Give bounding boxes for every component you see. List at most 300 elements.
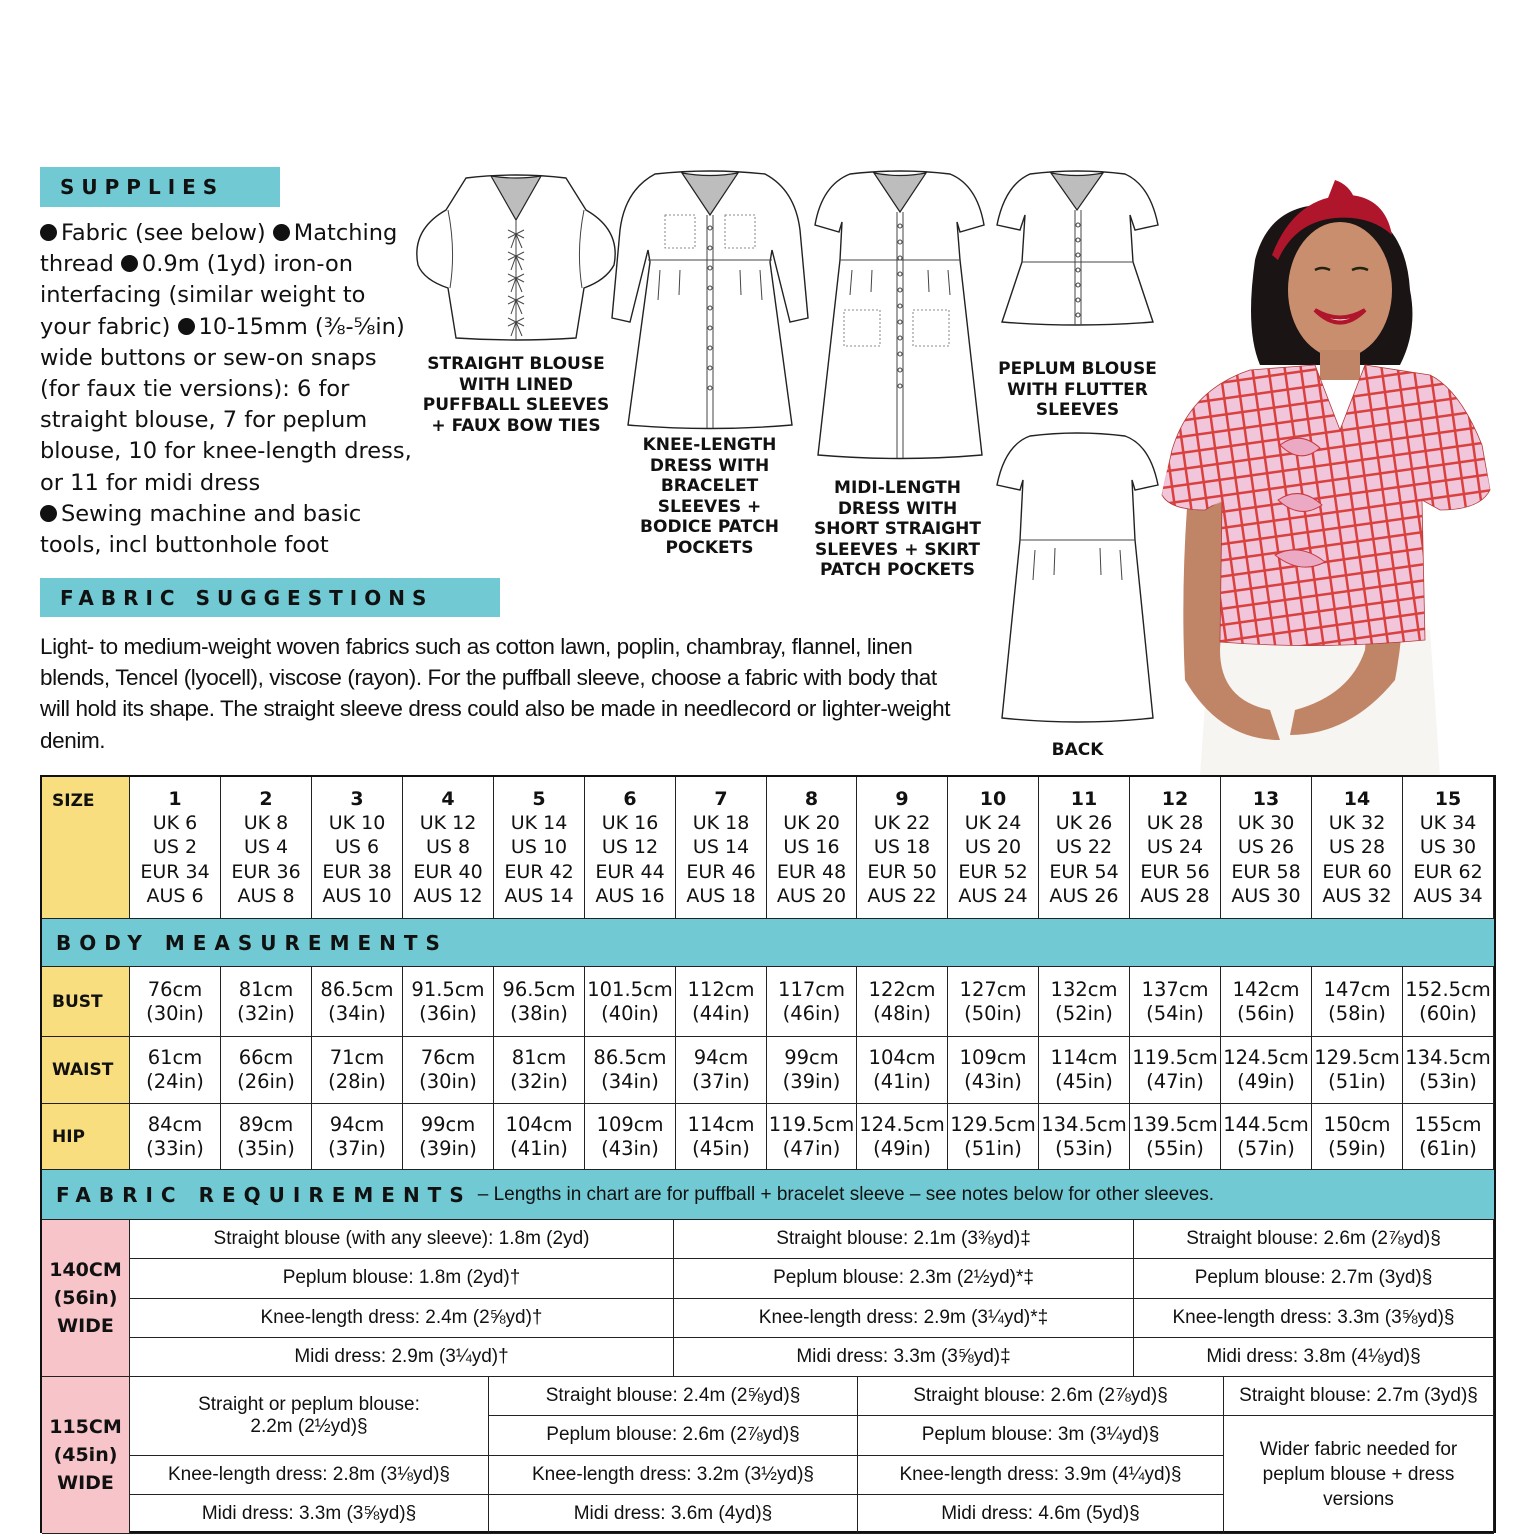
measure-value (221, 967, 312, 1037)
size-number: 12 (1161, 787, 1189, 810)
size-uk: UK 22 (873, 812, 931, 835)
size-us: US 16 (783, 836, 840, 859)
size-eur: EUR 40 (413, 860, 483, 883)
fabric-115-cell (489, 1416, 858, 1455)
size-column (948, 777, 1039, 919)
size-number: 9 (895, 787, 909, 810)
size-number: 15 (1434, 787, 1462, 810)
fabric-140-cell (1134, 1299, 1494, 1338)
fabric-115-cell (489, 1456, 858, 1495)
size-label-cell (42, 777, 130, 919)
measure-label-bust: BUST (52, 991, 103, 1012)
size-us: US 2 (152, 836, 198, 859)
size-aus: AUS 12 (413, 884, 483, 907)
measure-value (948, 1104, 1039, 1170)
measure-value (494, 967, 585, 1037)
size-number: 13 (1252, 787, 1280, 810)
fabric-115-cell (130, 1456, 489, 1495)
value-cm: 134.5cm (1041, 1112, 1127, 1136)
fabric-amount: Knee-length dress: 3.3m (3⅝yd)§ (1172, 1306, 1455, 1328)
value-in: (47in) (1146, 1070, 1204, 1093)
size-aus: AUS 24 (958, 884, 1028, 907)
value-in: (54in) (1146, 1001, 1204, 1025)
measure-value (585, 1037, 676, 1104)
size-us: US 30 (1419, 836, 1477, 859)
size-us: US 22 (1055, 836, 1113, 859)
measure-value (676, 1037, 767, 1104)
fabric-amount: Straight or peplum blouse: (198, 1393, 420, 1415)
size-aus: AUS 22 (867, 884, 937, 907)
supply-item: 0.9m (1yd) iron-on interfacing (similar weight to your fabric) (40, 251, 366, 340)
fabric-amount: Peplum blouse: 3m (3¼yd)§ (921, 1424, 1160, 1446)
value-in: (51in) (1328, 1070, 1386, 1093)
measure-value (1039, 967, 1130, 1037)
fabric-amount: Midi dress: 3.8m (4⅛yd)§ (1206, 1346, 1421, 1368)
value-cm: 99cm (420, 1112, 476, 1136)
fabric-140-cell (1134, 1259, 1494, 1298)
measure-value (1130, 1104, 1221, 1170)
size-column (1312, 777, 1403, 919)
fabric-amount: Straight blouse: 2.7m (3yd)§ (1239, 1385, 1478, 1407)
value-cm: 147cm (1323, 977, 1391, 1001)
value-cm: 124.5cm (859, 1112, 945, 1136)
fabric-115-cell (858, 1377, 1224, 1416)
fabric-140-cell (674, 1338, 1134, 1377)
value-in: (47in) (782, 1136, 841, 1160)
measure-value (494, 1104, 585, 1170)
size-column (1039, 777, 1130, 919)
fabric-140-cell (674, 1299, 1134, 1338)
size-eur: EUR 54 (1049, 860, 1119, 883)
size-column (221, 777, 312, 919)
fabric-amount: Straight blouse: 2.6m (2⅞yd)§ (913, 1385, 1168, 1407)
size-uk: UK 24 (964, 812, 1022, 835)
wider-fabric-note-cell (1224, 1416, 1494, 1534)
measure-value (1403, 1037, 1494, 1104)
supply-item: 10-15mm (⅜-⅝in) wide buttons or sew-on snaps (for faux tie versions): 6 for straight blouse, 7 for peplum blouse, 10 for knee-length dress, or 11 for midi dress (40, 313, 412, 496)
fabric-amount: Knee-length dress: 3.9m (4¼yd)§ (899, 1463, 1182, 1485)
measure-value (1312, 1037, 1403, 1104)
value-cm: 124.5cm (1223, 1046, 1309, 1069)
size-column (1221, 777, 1312, 919)
size-number: 5 (532, 787, 546, 810)
measure-value (585, 1104, 676, 1170)
caption-knee-length-dress: KNEE-LENGTH DRESS WITH BRACELET SLEEVES + BODICE PATCH POCKETS (640, 435, 779, 558)
size-number: 10 (979, 787, 1007, 810)
value-in: (38in) (510, 1001, 568, 1025)
body-measurements-heading-text: BODY MEASUREMENTS (56, 930, 448, 955)
size-column (494, 777, 585, 919)
fabric-amount: Knee-length dress: 2.9m (3¼yd)*‡ (758, 1306, 1049, 1328)
measure-label-cell (42, 1104, 130, 1170)
value-cm: 119.5cm (768, 1112, 855, 1136)
value-cm: 101.5cm (587, 977, 673, 1001)
value-cm: 84cm (147, 1112, 203, 1136)
size-aus: AUS 34 (1413, 884, 1483, 907)
measure-value (403, 967, 494, 1037)
wider-fabric-note: Wider fabric needed for peplum blouse + dress versions (1259, 1439, 1458, 1511)
size-eur: EUR 44 (595, 860, 665, 883)
measure-value (857, 1104, 948, 1170)
value-in: (24in) (146, 1070, 204, 1093)
value-in: (41in) (510, 1136, 568, 1160)
size-us: US 12 (601, 836, 659, 859)
size-number: 11 (1070, 787, 1098, 810)
size-aus: AUS 6 (146, 884, 204, 907)
fabric-amount: Midi dress: 4.6m (5yd)§ (941, 1502, 1140, 1524)
size-us: US 10 (510, 836, 568, 859)
value-in: (43in) (601, 1136, 659, 1160)
size-uk: UK 18 (692, 812, 750, 835)
measure-value (312, 1104, 403, 1170)
value-in: (58in) (1328, 1001, 1386, 1025)
size-column (1403, 777, 1494, 919)
caption-back: BACK (1051, 740, 1104, 760)
fabric-140-cell (130, 1338, 674, 1377)
fabric-140-cell (674, 1259, 1134, 1298)
size-eur: EUR 58 (1231, 860, 1301, 883)
knee-length-dress-illustration (610, 170, 810, 435)
value-cm: 94cm (693, 1046, 749, 1069)
size-uk: UK 20 (783, 812, 840, 835)
size-aus: AUS 16 (595, 884, 665, 907)
value-in: (60in) (1419, 1001, 1477, 1025)
measure-label-hip: HIP (52, 1126, 86, 1147)
value-cm: 132cm (1050, 977, 1118, 1001)
measure-value (221, 1037, 312, 1104)
size-number: 3 (350, 787, 364, 810)
size-uk: UK 32 (1328, 812, 1386, 835)
value-in: (52in) (1055, 1001, 1113, 1025)
width-label-line: WIDE (57, 1315, 114, 1338)
value-cm: 117cm (778, 977, 845, 1001)
size-aus: AUS 30 (1231, 884, 1301, 907)
back-view-illustration (995, 430, 1160, 725)
size-eur: EUR 52 (958, 860, 1028, 883)
size-column (1130, 777, 1221, 919)
measure-value (1130, 1037, 1221, 1104)
value-in: (39in) (782, 1070, 841, 1093)
value-in: (51in) (964, 1136, 1022, 1160)
size-us: US 26 (1237, 836, 1295, 859)
value-in: (55in) (1146, 1136, 1204, 1160)
value-cm: 137cm (1141, 977, 1209, 1001)
size-us: US 20 (964, 836, 1022, 859)
measure-value (494, 1037, 585, 1104)
value-cm: 94cm (329, 1112, 385, 1136)
value-cm: 122cm (868, 977, 936, 1001)
value-in: (43in) (964, 1070, 1022, 1093)
size-eur: EUR 62 (1413, 860, 1483, 883)
value-in: (28in) (328, 1070, 386, 1093)
size-column (767, 777, 857, 919)
fabric-amount: Straight blouse: 2.6m (2⅞yd)§ (1186, 1228, 1441, 1250)
fabric-amount: Knee-length dress: 2.4m (2⅝yd)† (260, 1306, 543, 1328)
value-cm: 86.5cm (320, 977, 394, 1001)
fabric-amount: Peplum blouse: 1.8m (2yd)† (282, 1267, 521, 1289)
size-us: US 4 (243, 836, 289, 859)
size-us: US 6 (334, 836, 380, 859)
size-uk: UK 30 (1237, 812, 1295, 835)
size-aus: AUS 18 (686, 884, 756, 907)
value-in: (39in) (419, 1136, 477, 1160)
bullet-icon (40, 224, 57, 241)
width-label-line: 115CM (49, 1416, 122, 1439)
value-cm: 144.5cm (1223, 1112, 1309, 1136)
measure-value (948, 967, 1039, 1037)
size-uk: UK 14 (510, 812, 568, 835)
wide-140-label (42, 1220, 130, 1377)
value-in: (46in) (782, 1001, 841, 1025)
value-cm: 114cm (1050, 1046, 1118, 1069)
fabric-suggestions-text: Light- to medium-weight woven fabrics such as cotton lawn, poplin, chambray, flannel, linen blends, Tencel (lyocell), viscose (rayon). For the puffball sleeve, choose a fabric with body that will hold its shape. The straight sleeve dress could also be made in needlecord or lighter-weight denim. (40, 634, 951, 753)
value-cm: 109cm (596, 1112, 664, 1136)
fabric-amount: Straight blouse (with any sleeve): 1.8m (2yd) (213, 1228, 590, 1250)
caption-straight-blouse: STRAIGHT BLOUSE WITH LINED PUFFBALL SLEEVES + FAUX BOW TIES (422, 354, 610, 436)
fabric-amount: Midi dress: 2.9m (3¼yd)† (294, 1346, 509, 1368)
measure-label-cell (42, 967, 130, 1037)
size-chart-table (40, 775, 1496, 1533)
size-aus: AUS 20 (776, 884, 847, 907)
size-number: 7 (714, 787, 728, 810)
value-in: (30in) (419, 1070, 477, 1093)
size-us: US 8 (425, 836, 471, 859)
bullet-icon (178, 318, 195, 335)
size-uk: UK 16 (601, 812, 659, 835)
measure-label-cell (42, 1037, 130, 1104)
midi-dress-illustration (812, 170, 987, 460)
size-us: US 18 (873, 836, 931, 859)
measure-value (1130, 967, 1221, 1037)
size-eur: EUR 56 (1140, 860, 1210, 883)
value-in: (33in) (146, 1136, 204, 1160)
wide-115-label (42, 1377, 130, 1534)
measure-value (767, 1104, 857, 1170)
size-label: SIZE (52, 791, 95, 811)
value-in: (57in) (1237, 1136, 1295, 1160)
fabric-140-cell (1134, 1338, 1494, 1377)
value-cm: 81cm (238, 977, 294, 1001)
fabric-140-cell (674, 1220, 1134, 1259)
fabric-140-cell (130, 1220, 674, 1259)
value-in: (56in) (1237, 1001, 1295, 1025)
supplies-heading-text: SUPPLIES (60, 175, 225, 199)
value-cm: 139.5cm (1132, 1112, 1218, 1136)
size-uk: UK 34 (1419, 812, 1477, 835)
width-label-line: 140CM (49, 1259, 122, 1282)
fabric-amount: 2.2m (2½yd)§ (250, 1415, 368, 1437)
width-label-line: (56in) (53, 1287, 118, 1310)
size-number: 1 (168, 787, 182, 810)
supplies-heading (40, 167, 280, 207)
body-measurements-heading (42, 919, 1494, 967)
value-cm: 104cm (868, 1046, 936, 1069)
fabric-requirements-heading (42, 1170, 1494, 1220)
value-in: (32in) (510, 1070, 568, 1093)
value-in: (44in) (692, 1001, 750, 1025)
fabric-115-cell (489, 1377, 858, 1416)
measure-value (1039, 1104, 1130, 1170)
width-label-line: WIDE (57, 1472, 114, 1495)
size-aus: AUS 14 (504, 884, 574, 907)
model-photo (1160, 180, 1500, 775)
value-cm: 114cm (687, 1112, 755, 1136)
measure-value (1403, 1104, 1494, 1170)
measure-value (948, 1037, 1039, 1104)
measure-value (1312, 1104, 1403, 1170)
fabric-amount: Peplum blouse: 2.6m (2⅞yd)§ (546, 1424, 800, 1446)
bullet-icon (40, 505, 57, 522)
size-column (857, 777, 948, 919)
value-cm: 89cm (238, 1112, 294, 1136)
value-cm: 150cm (1323, 1112, 1391, 1136)
value-cm: 66cm (238, 1046, 294, 1069)
fabric-140-cell (130, 1259, 674, 1298)
value-in: (40in) (601, 1001, 659, 1025)
measure-label-waist: WAIST (52, 1060, 114, 1080)
value-in: (35in) (237, 1136, 295, 1160)
value-cm: 91.5cm (411, 977, 485, 1001)
value-cm: 142cm (1232, 977, 1300, 1001)
value-in: (59in) (1328, 1136, 1386, 1160)
measure-value (1221, 967, 1312, 1037)
size-uk: UK 10 (328, 812, 386, 835)
value-in: (53in) (1055, 1136, 1113, 1160)
caption-midi-dress: MIDI-LENGTH DRESS WITH SHORT STRAIGHT SLEEVES + SKIRT PATCH POCKETS (814, 478, 981, 580)
size-us: US 28 (1328, 836, 1386, 859)
size-uk: UK 12 (419, 812, 477, 835)
size-number: 14 (1343, 787, 1371, 810)
fabric-requirements-note: – Lengths in chart are for puffball + bracelet sleeve – see notes below for other sleeves. (477, 1183, 1215, 1205)
value-cm: 152.5cm (1405, 977, 1491, 1001)
measure-value (585, 967, 676, 1037)
measure-value (767, 1037, 857, 1104)
measure-value (221, 1104, 312, 1170)
fabric-amount: Straight blouse: 2.4m (2⅝yd)§ (545, 1385, 801, 1407)
size-eur: EUR 48 (776, 860, 847, 883)
value-cm: 119.5cm (1132, 1046, 1218, 1069)
size-eur: EUR 38 (322, 860, 392, 883)
measure-value (403, 1037, 494, 1104)
size-uk: UK 6 (152, 812, 198, 835)
measure-value (130, 1037, 221, 1104)
value-in: (50in) (964, 1001, 1022, 1025)
fabric-amount: Midi dress: 3.6m (4yd)§ (573, 1502, 773, 1524)
size-aus: AUS 32 (1322, 884, 1392, 907)
size-aus: AUS 28 (1140, 884, 1210, 907)
value-in: (32in) (237, 1001, 295, 1025)
value-cm: 155cm (1414, 1112, 1482, 1136)
value-cm: 81cm (511, 1046, 567, 1069)
supplies-list (40, 218, 420, 561)
fabric-140-cell (130, 1299, 674, 1338)
size-uk: UK 26 (1055, 812, 1113, 835)
supply-item: Fabric (see below) (61, 220, 266, 246)
value-cm: 112cm (687, 977, 755, 1001)
measure-value (676, 1104, 767, 1170)
value-cm: 99cm (784, 1046, 839, 1069)
value-in: (45in) (1055, 1070, 1113, 1093)
value-in: (37in) (328, 1136, 386, 1160)
value-cm: 129.5cm (950, 1112, 1036, 1136)
measure-value (130, 967, 221, 1037)
fabric-suggestions-heading (40, 578, 500, 617)
supply-item: Matching thread (40, 220, 398, 278)
value-cm: 104cm (505, 1112, 573, 1136)
fabric-115-merged-cell (130, 1377, 489, 1455)
measure-value (1039, 1037, 1130, 1104)
measure-value (857, 1037, 948, 1104)
measure-value (857, 967, 948, 1037)
fabric-115-cell (858, 1495, 1224, 1534)
bullet-icon (121, 255, 138, 272)
fabric-amount: Peplum blouse: 2.3m (2½yd)*‡ (773, 1267, 1034, 1289)
size-column (130, 777, 221, 919)
value-in: (45in) (692, 1136, 750, 1160)
fabric-115-cell (858, 1456, 1224, 1495)
value-in: (61in) (1419, 1136, 1477, 1160)
value-in: (37in) (692, 1070, 750, 1093)
size-number: 6 (623, 787, 637, 810)
fabric-amount: Midi dress: 3.3m (3⅝yd)§ (201, 1502, 417, 1524)
size-number: 4 (441, 787, 455, 810)
measure-value (1221, 1104, 1312, 1170)
value-cm: 76cm (420, 1046, 476, 1069)
value-cm: 129.5cm (1314, 1046, 1400, 1069)
fabric-amount: Midi dress: 3.3m (3⅝yd)‡ (796, 1346, 1011, 1368)
value-cm: 86.5cm (593, 1046, 667, 1069)
value-cm: 96.5cm (502, 977, 576, 1001)
measure-value (312, 967, 403, 1037)
size-column (676, 777, 767, 919)
size-eur: EUR 42 (504, 860, 574, 883)
size-number: 2 (259, 787, 273, 810)
fabric-140-cell (1134, 1220, 1494, 1259)
size-aus: AUS 26 (1049, 884, 1119, 907)
value-in: (49in) (1237, 1070, 1295, 1093)
value-in: (34in) (328, 1001, 386, 1025)
value-in: (36in) (419, 1001, 477, 1025)
measure-value (1403, 967, 1494, 1037)
size-aus: AUS 8 (237, 884, 295, 907)
fabric-suggestions-heading-text: FABRIC SUGGESTIONS (60, 585, 434, 610)
value-in: (53in) (1419, 1070, 1477, 1093)
size-column (403, 777, 494, 919)
size-eur: EUR 46 (686, 860, 756, 883)
value-cm: 127cm (959, 977, 1027, 1001)
fabric-amount: Peplum blouse: 2.7m (3yd)§ (1194, 1267, 1433, 1289)
measure-value (1221, 1037, 1312, 1104)
value-cm: 109cm (959, 1046, 1027, 1069)
measure-value (130, 1104, 221, 1170)
straight-blouse-illustration (416, 170, 616, 345)
measure-value (1312, 967, 1403, 1037)
value-cm: 61cm (147, 1046, 203, 1069)
value-in: (30in) (146, 1001, 204, 1025)
fabric-amount: Straight blouse: 2.1m (3⅜yd)‡ (776, 1228, 1031, 1250)
size-eur: EUR 50 (867, 860, 937, 883)
width-label-line: (45in) (53, 1444, 118, 1467)
value-cm: 76cm (147, 977, 203, 1001)
size-column (585, 777, 676, 919)
size-eur: EUR 34 (140, 860, 210, 883)
fabric-requirements-heading-text: FABRIC REQUIREMENTS (56, 1182, 472, 1207)
bullet-icon (273, 224, 290, 241)
value-in: (49in) (873, 1136, 931, 1160)
size-column (312, 777, 403, 919)
peplum-blouse-illustration (995, 170, 1160, 330)
size-eur: EUR 36 (231, 860, 301, 883)
